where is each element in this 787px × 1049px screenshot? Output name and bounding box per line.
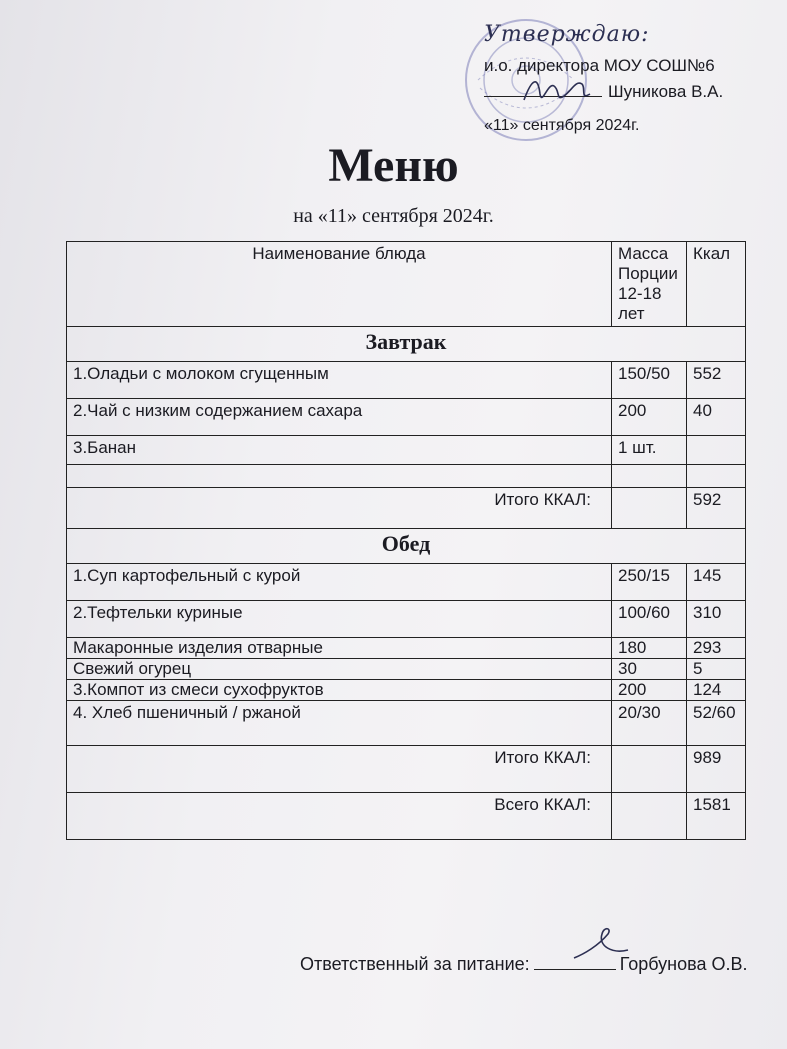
dish-kcal: 310: [687, 601, 746, 638]
table-row: [67, 362, 746, 399]
dish-kcal: 5: [687, 659, 746, 680]
dish-mass: 20/30: [612, 701, 687, 746]
table-row: [67, 601, 746, 638]
table-row: [67, 680, 746, 701]
section-breakfast: [67, 327, 746, 362]
header-mass: Масса Порции 12-18 лет: [612, 242, 687, 327]
section-label: Завтрак: [67, 327, 746, 362]
dish-kcal: 145: [687, 564, 746, 601]
dish-kcal: [687, 436, 746, 465]
approver-name: Шуникова В.А.: [608, 82, 724, 101]
dish-kcal: 52/60: [687, 701, 746, 746]
dish-name: 3.Компот из смеси сухофруктов: [67, 680, 612, 701]
table-row: [67, 564, 746, 601]
approval-block: [470, 14, 770, 134]
dish-name: 2.Тефтельки куриные: [67, 601, 612, 638]
total-label: Итого ККАЛ:: [67, 746, 612, 793]
responsible-line: [300, 954, 748, 975]
dish-kcal: 40: [687, 399, 746, 436]
dish-mass: 200: [612, 680, 687, 701]
menu-table: [66, 241, 746, 840]
approver-position: и.о. директора МОУ СОШ№6: [484, 56, 715, 75]
dish-mass: 30: [612, 659, 687, 680]
dish-mass: 180: [612, 638, 687, 659]
approve-handwritten: Утверждаю:: [484, 22, 650, 47]
dish-name: 2.Чай с низким содержанием сахара: [67, 399, 612, 436]
dish-mass: 150/50: [612, 362, 687, 399]
total-label: Итого ККАЛ:: [67, 488, 612, 529]
dish-mass: 100/60: [612, 601, 687, 638]
empty-row: [67, 465, 746, 488]
dish-name: 1.Оладьи с молоком сгущенным: [67, 362, 612, 399]
header-name: Наименование блюда: [67, 242, 612, 327]
table-row: [67, 436, 746, 465]
dish-kcal: 293: [687, 638, 746, 659]
table-row: [67, 399, 746, 436]
grand-total-row: [67, 793, 746, 840]
dish-kcal: 124: [687, 680, 746, 701]
table-row: [67, 638, 746, 659]
dish-mass: 1 шт.: [612, 436, 687, 465]
breakfast-total-row: [67, 488, 746, 529]
section-lunch: [67, 529, 746, 564]
dish-name: 3.Банан: [67, 436, 612, 465]
page-title: Меню: [328, 139, 459, 192]
responsible-label: Ответственный за питание:: [300, 954, 530, 974]
section-label: Обед: [67, 529, 746, 564]
header-kcal: Ккал: [687, 242, 746, 327]
lunch-total-row: [67, 746, 746, 793]
header-row: [67, 242, 746, 327]
dish-kcal: 552: [687, 362, 746, 399]
grand-total-value: 1581: [687, 793, 746, 840]
director-signature: [520, 72, 600, 108]
dish-name: Макаронные изделия отварные: [67, 638, 612, 659]
dish-mass: 200: [612, 399, 687, 436]
dish-name: Свежий огурец: [67, 659, 612, 680]
approval-date: «11» сентября 2024г.: [484, 117, 640, 134]
responsible-signature: [568, 924, 638, 964]
responsible-name: Горбунова О.В.: [619, 954, 748, 974]
total-value: 989: [687, 746, 746, 793]
total-value: 592: [687, 488, 746, 529]
dish-name: 4. Хлеб пшеничный / ржаной: [67, 701, 612, 746]
table-row: [67, 701, 746, 746]
grand-total-label: Всего ККАЛ:: [67, 793, 612, 840]
table-row: [67, 659, 746, 680]
page-subtitle: на «11» сентября 2024г.: [293, 205, 494, 227]
dish-mass: 250/15: [612, 564, 687, 601]
dish-name: 1.Суп картофельный с курой: [67, 564, 612, 601]
